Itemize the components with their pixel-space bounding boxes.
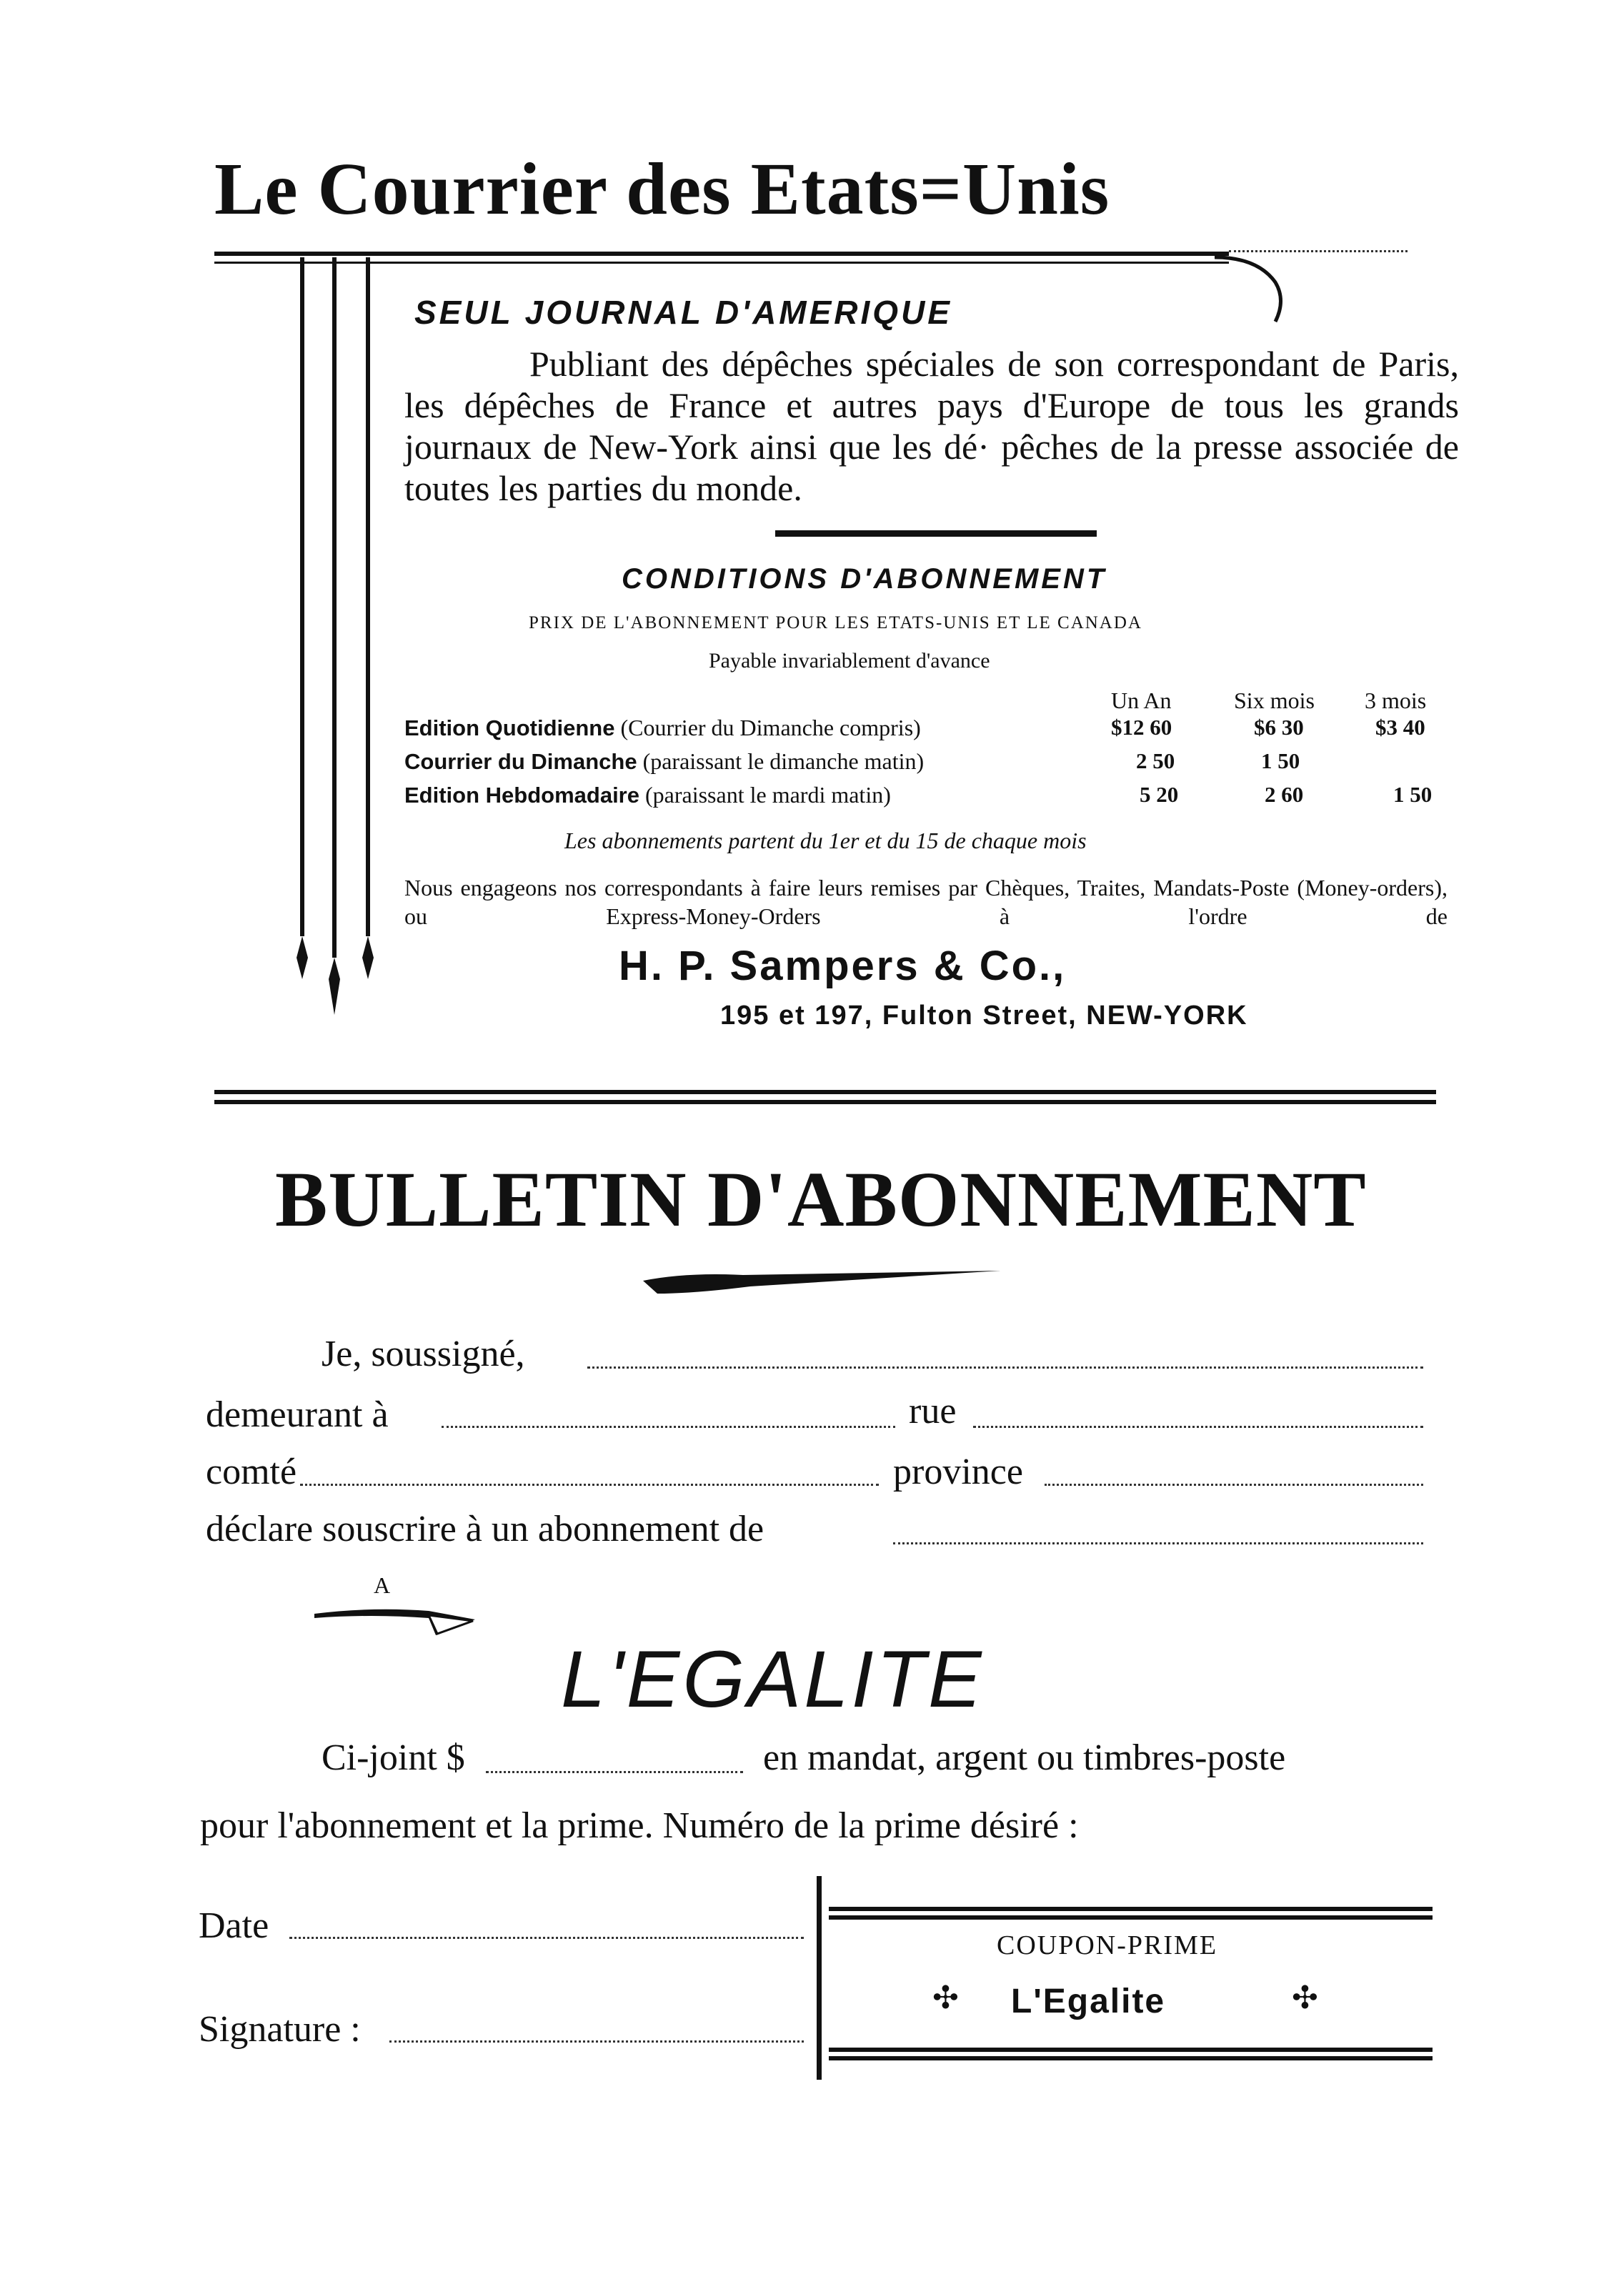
coupon-top-rule [829,1907,1433,1920]
arrow-ornament [314,1601,479,1644]
signature-field[interactable] [389,2040,804,2043]
edition-name: Edition Quotidienne [404,715,615,740]
province-field[interactable] [1045,1484,1423,1486]
column-header-trois-mois: 3 mois [1365,688,1427,713]
price-six-mois: $6 30 [1254,715,1304,740]
rue-label: rue [909,1391,957,1432]
date-label: Date [199,1905,269,1946]
conditions-payable: Payable invariablement d'avance [709,649,990,673]
price-six-mois: 2 60 [1265,782,1304,807]
price-un-an: 5 20 [1140,782,1179,807]
price-un-an: $12 60 [1111,715,1172,740]
price-trois-mois: 1 50 [1393,782,1433,807]
conditions-note: Les abonnements partent du 1er et du 15 de chaque mois [564,828,1087,853]
demeurant-label: demeurant à [206,1394,389,1435]
conditions-heading: CONDITIONS D'ABONNEMENT [622,563,1107,595]
publication-title: L'EGALITE [561,1634,985,1724]
cross-ornament-icon: ✣ [932,1980,959,2015]
coupon-publication-name: L'Egalite [1011,1983,1166,2020]
price-un-an: 2 50 [1136,748,1175,773]
edition-note: (Courrier du Dimanche compris) [620,715,921,740]
edition-name: Courrier du Dimanche [404,749,637,774]
publisher-address: 195 et 197, Fulton Street, NEW-YORK [720,1001,1248,1031]
rue-field[interactable] [973,1426,1423,1428]
mandat-label: en mandat, argent ou timbres-poste [763,1737,1286,1778]
price-trois-mois: $3 40 [1375,715,1425,740]
prime-label: pour l'abonnement et la prime. Numéro de la prime désiré : [200,1805,1079,1846]
edition-note: (paraissant le dimanche matin) [642,748,925,774]
signature-label: Signature : [199,2009,361,2050]
section-divider-short [775,530,1097,537]
souscrire-label: déclare souscrire à un abonnement de [206,1509,764,1549]
arrow-a-label: A [374,1572,391,1598]
publisher-name: H. P. Sampers & Co., [619,943,1067,989]
vertical-pen-ornament [286,257,400,1043]
masthead-curl-ornament [1215,250,1300,329]
bulletin-title: BULLETIN D'ABONNEMENT [275,1156,1367,1243]
comte-field[interactable] [300,1484,879,1486]
price-six-mois: 1 50 [1261,748,1300,773]
column-header-un-an: Un An [1111,688,1172,713]
province-label: province [893,1452,1023,1492]
swash-ornament [643,1265,1000,1301]
date-field[interactable] [289,1937,804,1939]
edition-name: Edition Hebdomadaire [404,783,639,808]
description-text: Publiant des dépêches spéciales de son correspondant de Paris, les dépêches de France et autres pays d'Europe de tous les grands journaux de New-York ainsi que les dé· pêches de la presse associée de toutes les parties du monde. [404,344,1459,508]
section-double-rule [214,1090,1436,1104]
comte-label: comté [206,1452,297,1492]
column-header-six-mois: Six mois [1234,688,1315,713]
conditions-prix-line: PRIX DE L'ABONNEMENT POUR LES ETATS-UNIS ET LE CANADA [529,613,1142,632]
coupon-title: COUPON-PRIME [997,1930,1218,1960]
coupon-vertical-rule [817,1876,822,2080]
cijoint-label: Ci-joint $ [322,1737,465,1778]
demeurant-field[interactable] [442,1426,895,1428]
cross-ornament-icon: ✣ [1292,1980,1318,2015]
soussigne-label: Je, soussigné, [322,1334,525,1374]
description [404,343,1459,509]
masthead-rule-thick [214,252,1229,256]
coupon-bottom-rule [829,2048,1433,2060]
edition-note: (paraissant le mardi matin) [644,782,891,808]
masthead-title: Le Courrier des Etats=Unis [214,148,1110,230]
amount-field[interactable] [486,1771,743,1773]
soussigne-field[interactable] [587,1366,1423,1369]
souscrire-field[interactable] [893,1542,1423,1544]
subtitle: SEUL JOURNAL D'AMERIQUE [414,294,952,331]
remittance-text: Nous engageons nos correspondants à faire leurs remises par Chèques, Traites, Mandats-Poste (Money-orders), ou Express-Money-Orders à l'ordre de [404,875,1448,929]
